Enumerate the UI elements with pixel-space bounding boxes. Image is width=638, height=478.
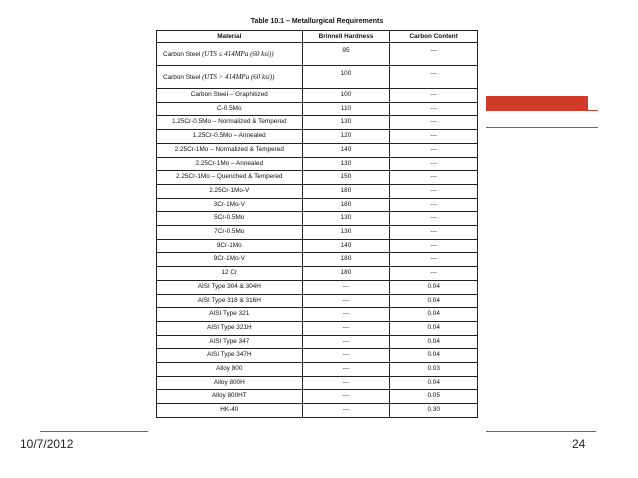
table-row [157,157,478,171]
table-row [157,116,478,130]
hardness-cell: --- [302,349,390,363]
material-cell: 5Cr-0.5Mo [157,212,303,226]
hardness-cell: 180 [302,184,390,198]
carbon-cell: 0.04 [390,349,478,363]
table-row [157,102,478,116]
table-row [157,349,478,363]
hardness-cell: 180 [302,253,390,267]
table-row [157,89,478,103]
accent-line-bottom-right [486,431,596,432]
hardness-cell: --- [302,294,390,308]
carbon-cell: --- [390,267,478,281]
table-row [157,335,478,349]
carbon-cell: 0.05 [390,390,478,404]
hardness-cell: --- [302,390,390,404]
table-row [157,267,478,281]
material-cell: AISI Type 347 [157,335,303,349]
hardness-cell: 100 [302,89,390,103]
material-cell: Alloy 800 [157,363,303,377]
hardness-cell: 130 [302,157,390,171]
material-cell: AISI Type 321H [157,321,303,335]
material-cell: 7Cr-0.5Mo [157,226,303,240]
table-row [157,130,478,144]
table-row [157,171,478,185]
material-cell: AISI Type 321 [157,308,303,322]
hardness-cell: 180 [302,198,390,212]
table-row [157,198,478,212]
material-cell: 1.25Cr-0.5Mo – Annealed [157,130,303,144]
hardness-cell: 110 [302,102,390,116]
table-row [157,212,478,226]
column-header-hardness: Brinnell Hardness [302,31,390,43]
accent-line-bottom-left [40,431,150,432]
table-row [157,280,478,294]
material-cell: 9Cr-1Mo-V [157,253,303,267]
material-cell: Alloy 800HT [157,390,303,404]
material-cell: 2.25Cr-1Mo – Quenched & Tempered [157,171,303,185]
hardness-cell: --- [302,321,390,335]
carbon-cell: --- [390,66,478,89]
hardness-cell: --- [302,404,390,418]
hardness-cell: 180 [302,267,390,281]
table-row [157,390,478,404]
hardness-cell: --- [302,376,390,390]
material-cell: 9Cr-1Mo [157,239,303,253]
column-header-carbon: Carbon Content [390,31,478,43]
material-cell: AISI Type 316 & 316H [157,294,303,308]
hardness-cell: 130 [302,212,390,226]
table-header-row [157,31,478,43]
material-cell: 12 Cr [157,267,303,281]
carbon-cell: 0.04 [390,294,478,308]
hardness-cell: 140 [302,239,390,253]
material-cell: 2.25Cr-1Mo-V [157,184,303,198]
hardness-cell: 140 [302,143,390,157]
material-cell: C-0.5Mo [157,102,303,116]
material-cell: 3Cr-1Mo-V [157,198,303,212]
hardness-cell: --- [302,280,390,294]
material-cell: 1.25Cr-0.5Mo – Normalized & Tempered [157,116,303,130]
hardness-cell: 120 [302,130,390,144]
carbon-cell: --- [390,198,478,212]
table-row [157,184,478,198]
table-image [148,12,486,438]
carbon-cell: --- [390,184,478,198]
table-row [157,363,478,377]
material-cell: AISI Type 304 & 304H [157,280,303,294]
carbon-cell: --- [390,239,478,253]
material-cell: AISI Type 347H [157,349,303,363]
metallurgical-requirements-table [156,30,478,418]
material-cell: Alloy 800H [157,376,303,390]
table-row [157,253,478,267]
carbon-cell: --- [390,130,478,144]
carbon-cell: 0.04 [390,280,478,294]
table-row [157,321,478,335]
slide-date: 10/7/2012 [20,437,74,451]
material-cell: 2.25Cr-1Mo – Normalized & Tempered [157,143,303,157]
hardness-cell: 130 [302,226,390,240]
carbon-cell: --- [390,253,478,267]
formula: (UTS > 414MPa (60 ksi)) [202,72,275,81]
carbon-cell: --- [390,171,478,185]
table-row [157,239,478,253]
column-header-material: Material [157,31,303,43]
carbon-cell: --- [390,43,478,66]
table-row [157,143,478,157]
carbon-cell: --- [390,212,478,226]
hardness-cell: 130 [302,116,390,130]
hardness-cell: --- [302,308,390,322]
table-row [157,376,478,390]
carbon-cell: --- [390,89,478,103]
carbon-cell: 0.04 [390,321,478,335]
material-cell: HK-40 [157,404,303,418]
material-cell: Carbon Steel – Graphitized [157,89,303,103]
carbon-cell: --- [390,102,478,116]
carbon-cell: --- [390,116,478,130]
carbon-cell: 0.30 [390,404,478,418]
accent-line-right [484,127,598,128]
table-row [157,66,478,89]
accent-line-top [484,110,598,111]
table-row [157,404,478,418]
material-cell: Carbon Steel (UTS ≤ 414MPa (60 ksi)) [157,43,303,66]
material-cell: Carbon Steel (UTS > 414MPa (60 ksi)) [157,66,303,89]
material-cell: 2.25Cr-1Mo – Annealed [157,157,303,171]
accent-block [484,96,588,110]
table-row [157,308,478,322]
hardness-cell: --- [302,335,390,349]
carbon-cell: --- [390,157,478,171]
carbon-cell: 0.03 [390,363,478,377]
hardness-cell: 100 [302,66,390,89]
hardness-cell: --- [302,363,390,377]
carbon-cell: 0.04 [390,376,478,390]
hardness-cell: 95 [302,43,390,66]
table-row [157,294,478,308]
carbon-cell: 0.04 [390,308,478,322]
table-title: Table 10.1 – Metallurgical Requirements [250,18,384,25]
formula: (UTS ≤ 414MPa (60 ksi)) [202,49,274,58]
carbon-cell: --- [390,143,478,157]
table-row [157,226,478,240]
slide-page-number: 24 [572,437,586,451]
carbon-cell: 0.04 [390,335,478,349]
carbon-cell: --- [390,226,478,240]
table-row [157,43,478,66]
hardness-cell: 150 [302,171,390,185]
